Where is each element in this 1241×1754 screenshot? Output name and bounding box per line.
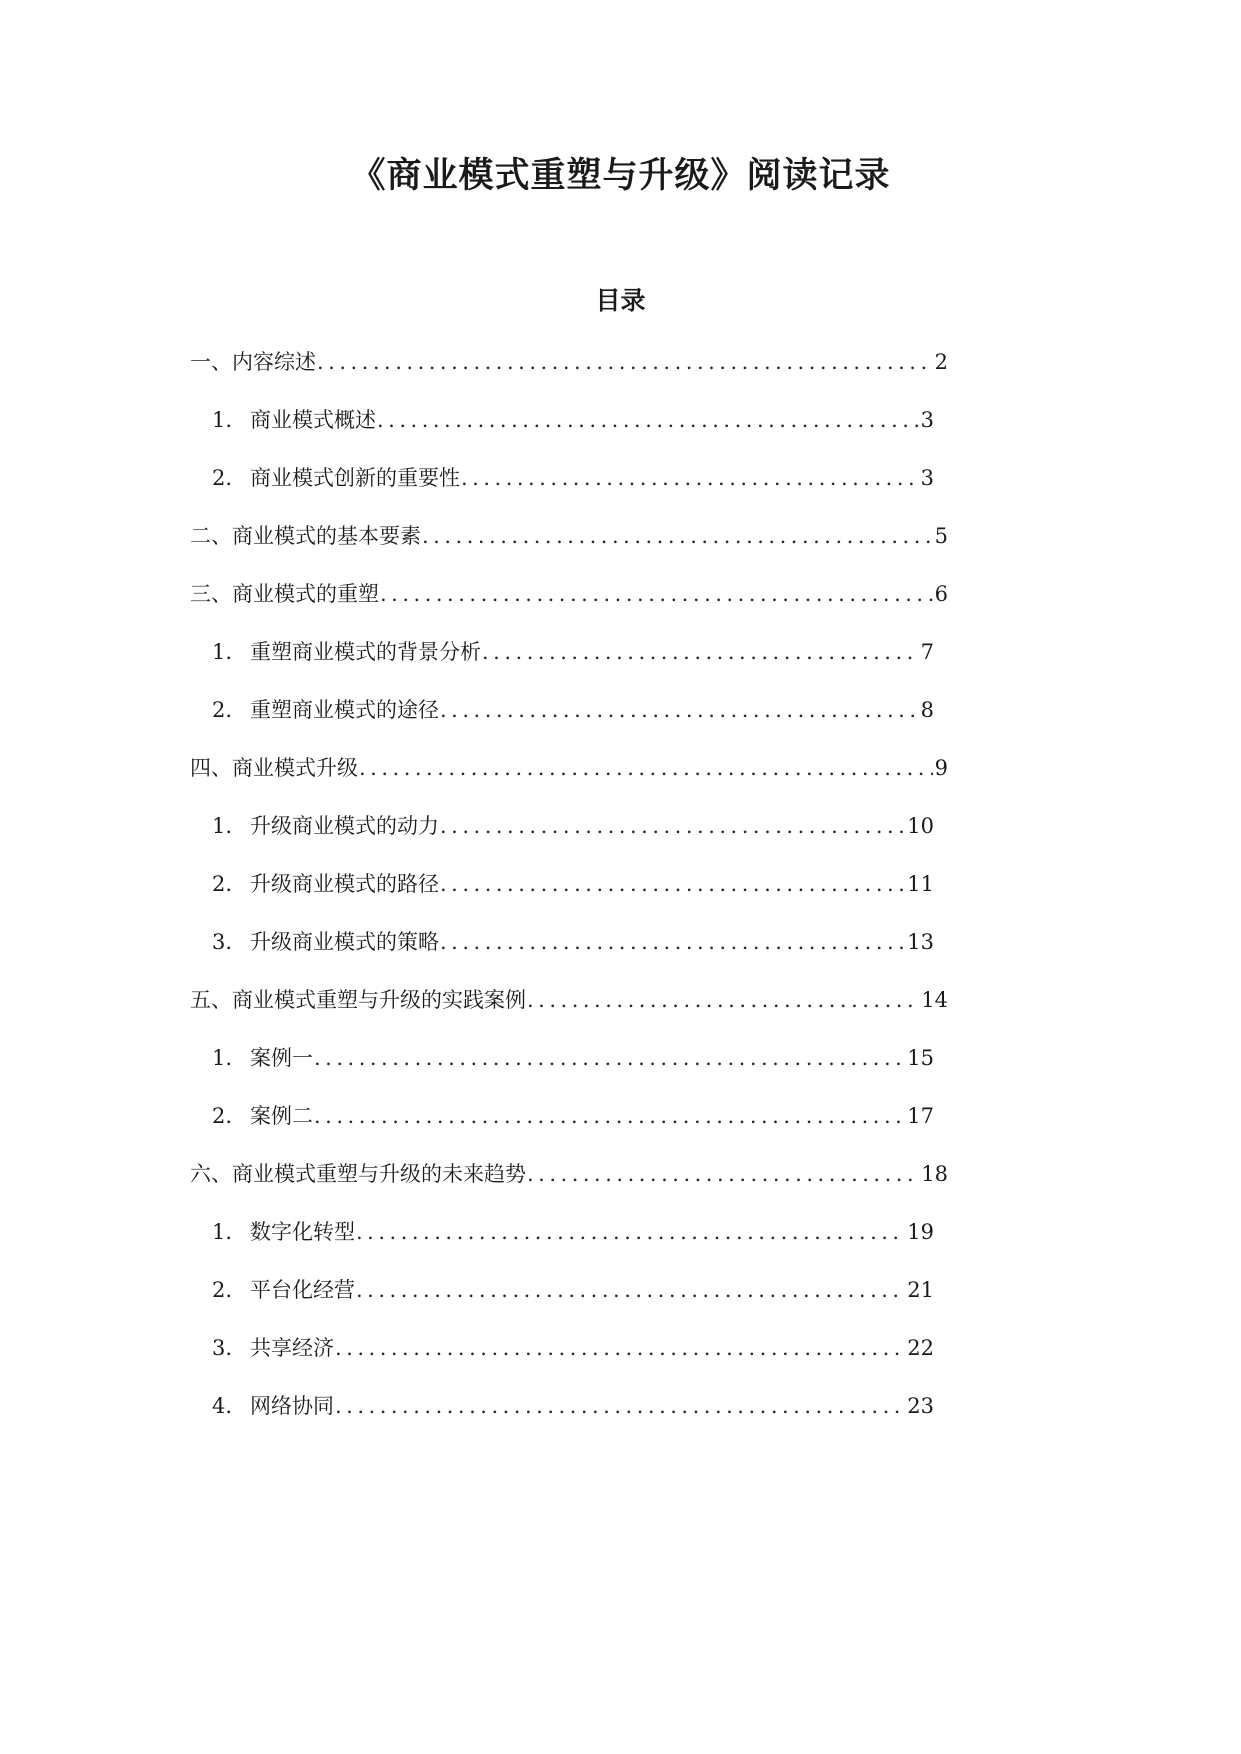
toc-entry-label: 数字化转型 [250,1220,355,1244]
toc-entry-number: 1. [212,408,233,432]
toc-entry-page-number: 18 [921,1162,948,1186]
toc-dot-leader [440,809,905,843]
toc-entry-label: 一、内容综述 [190,350,316,374]
toc-entry[interactable] [190,345,948,379]
toc-entry[interactable] [212,1215,934,1249]
toc-entry-number: 3. [212,1336,233,1360]
toc-entry[interactable] [190,577,948,611]
toc-entry-label: 四、商业模式升级 [190,756,358,780]
toc-entry[interactable] [212,1041,934,1075]
toc-dot-leader [335,1331,905,1365]
toc-entry-label: 平台化经营 [250,1278,355,1302]
toc-entry-label: 五、商业模式重塑与升级的实践案例 [190,988,526,1012]
toc-entry[interactable] [190,1157,948,1191]
document-title: 《商业模式重塑与升级》阅读记录 [350,156,891,196]
toc-entry[interactable] [190,983,948,1017]
toc-entry-page-number: 9 [934,756,948,780]
toc-entry-page-number: 7 [920,640,934,664]
toc-entry-label: 商业模式创新的重要性 [250,466,460,490]
toc-entry-page-number: 23 [907,1394,934,1418]
toc-entry-page-number: 14 [921,988,948,1012]
toc-entry-label: 重塑商业模式的途径 [250,698,439,722]
toc-entry-number: 1. [212,814,233,838]
toc-entry[interactable] [212,461,934,495]
toc-entry-number: 2. [212,872,233,896]
toc-dot-leader [356,1273,905,1307]
toc-dot-leader [335,1389,905,1423]
toc-entry[interactable] [212,1099,934,1133]
toc-entry-number: 4. [212,1394,233,1418]
toc-entry[interactable] [212,1331,934,1365]
toc-entry-page-number: 8 [920,698,934,722]
toc-entry[interactable] [212,1273,934,1307]
toc-dot-leader [461,461,919,495]
toc-entry-number: 1. [212,1220,233,1244]
toc-entry-label: 共享经济 [250,1336,334,1360]
toc-entry-label: 六、商业模式重塑与升级的未来趋势 [190,1162,526,1186]
toc-dot-leader [317,345,933,379]
toc-entry[interactable] [212,1389,934,1423]
toc-entry-page-number: 22 [907,1336,934,1360]
toc-entry-page-number: 2 [934,350,948,374]
toc-entry-page-number: 6 [934,582,948,606]
toc-entry-label: 案例二 [250,1104,313,1128]
toc-entry-page-number: 10 [907,814,934,838]
toc-entry[interactable] [190,519,948,553]
toc-entry-label: 升级商业模式的策略 [250,930,439,954]
toc-entry-number: 2. [212,1104,233,1128]
toc-entry-page-number: 21 [907,1278,934,1302]
toc-entry-label: 三、商业模式的重塑 [190,582,379,606]
toc-heading: 目录 [595,286,646,315]
toc-entry-number: 3. [212,930,233,954]
toc-dot-leader [527,1157,919,1191]
toc-entry-page-number: 3 [920,466,934,490]
toc-entry-number: 2. [212,1278,233,1302]
toc-entry[interactable] [212,635,934,669]
toc-entry[interactable] [212,867,934,901]
toc-entry-page-number: 3 [920,408,934,432]
toc-dot-leader [377,403,919,437]
toc-dot-leader [359,751,933,785]
toc-dot-leader [482,635,919,669]
toc-entry-number: 2. [212,466,233,490]
toc-entry-label: 商业模式概述 [250,408,376,432]
toc-entry[interactable] [190,751,948,785]
toc-entry[interactable] [212,925,934,959]
toc-entry-page-number: 17 [907,1104,934,1128]
toc-dot-leader [356,1215,905,1249]
toc-dot-leader [527,983,919,1017]
toc-entry[interactable] [212,809,934,843]
toc-dot-leader [440,693,919,727]
toc-dot-leader [314,1041,905,1075]
toc-entry-label: 二、商业模式的基本要素 [190,524,421,548]
toc-dot-leader [314,1099,905,1133]
toc-entry-label: 网络协同 [250,1394,334,1418]
toc-entry-number: 1. [212,640,233,664]
toc-dot-leader [440,867,905,901]
toc-entry-label: 重塑商业模式的背景分析 [250,640,481,664]
toc-entry-page-number: 5 [934,524,948,548]
toc-dot-leader [422,519,933,553]
toc-entry[interactable] [212,693,934,727]
toc-entry-page-number: 15 [907,1046,934,1070]
toc-entry-number: 2. [212,698,233,722]
toc-entry-page-number: 19 [907,1220,934,1244]
toc-entry-label: 升级商业模式的动力 [250,814,439,838]
toc-entry-number: 1. [212,1046,233,1070]
toc-entry[interactable] [212,403,934,437]
toc-dot-leader [380,577,933,611]
toc-entry-page-number: 13 [907,930,934,954]
toc-entry-label: 升级商业模式的路径 [250,872,439,896]
toc-entry-label: 案例一 [250,1046,313,1070]
toc-dot-leader [440,925,905,959]
toc-entry-page-number: 11 [907,872,934,896]
